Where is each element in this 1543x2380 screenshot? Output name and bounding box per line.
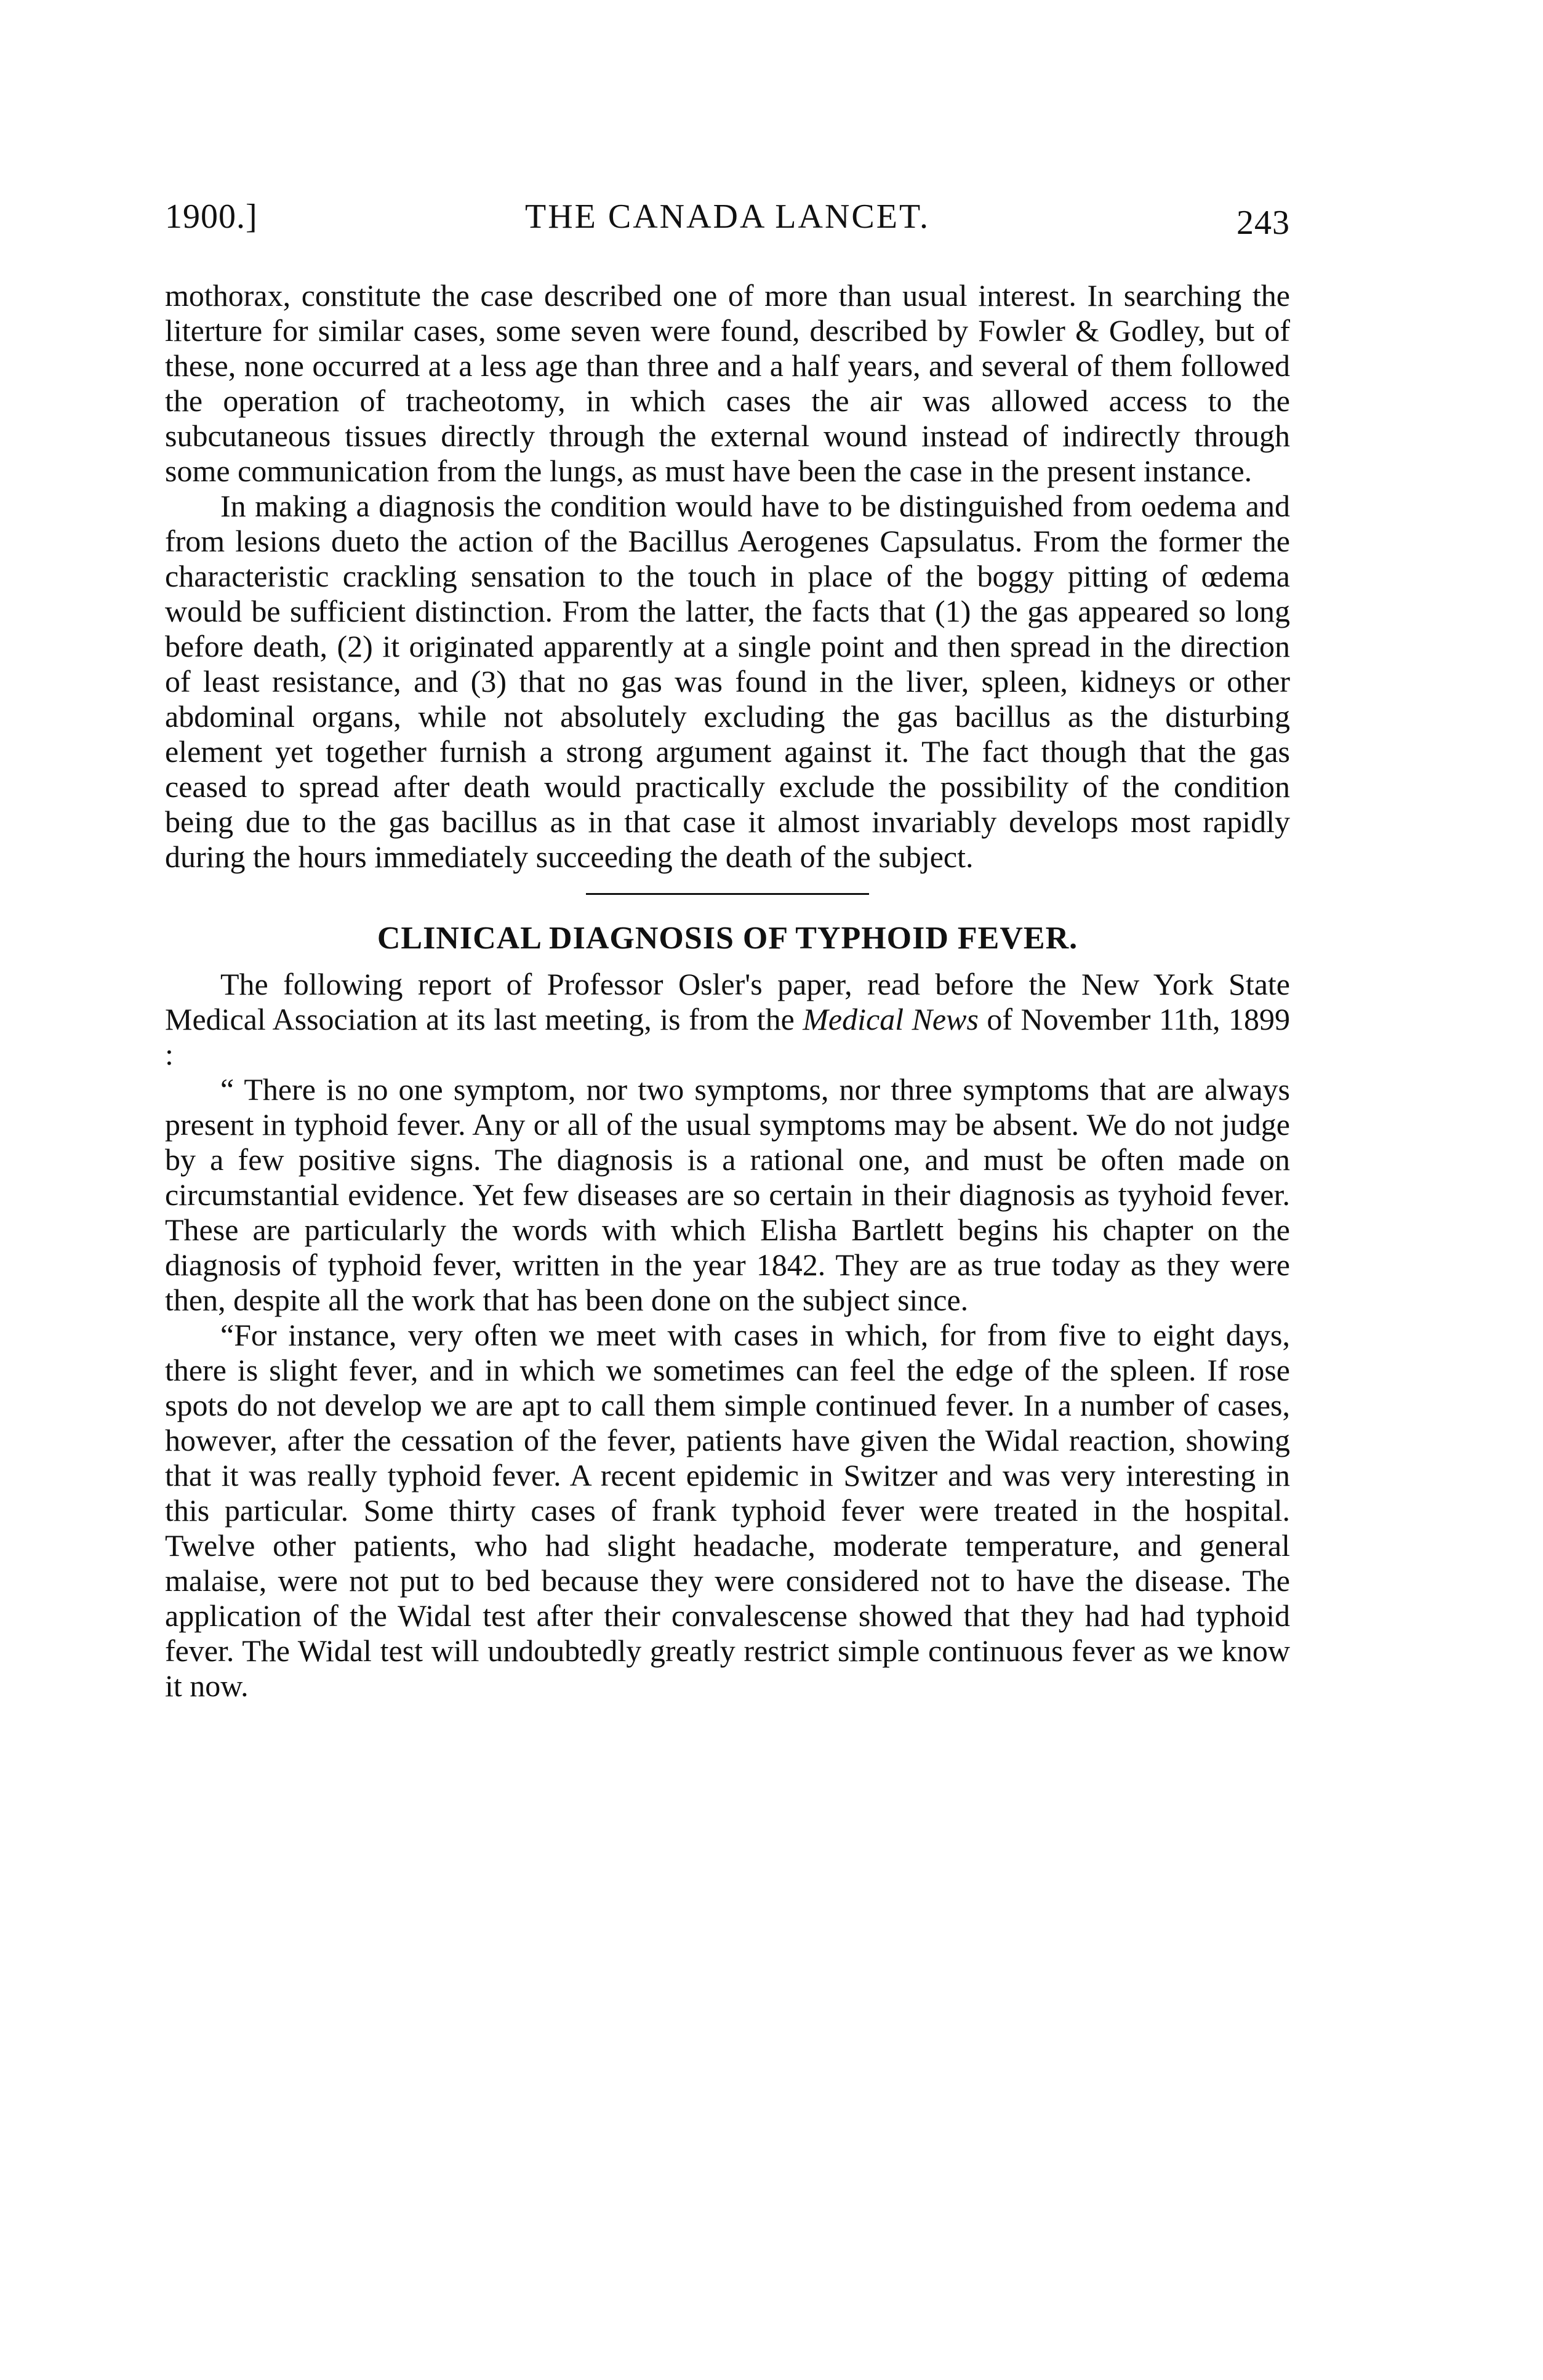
article-body bbox=[165, 278, 1290, 1704]
paragraph-continued: mothorax, constitute the case described one of more than usual interest. In searching the literture for similar cases, some seven were found, described by Fowler & Godley, but of these, none occurred at a less age than three and a half years, and several of them followed the operation of tracheotomy, in which cases the air was allowed access to the subcutaneous tissues directly through the external wound instead of indirectly through some communication from the lungs, as must have been the case in the present instance. bbox=[165, 278, 1290, 488]
section-divider bbox=[586, 893, 869, 895]
quote-paragraph-2: “For instance, very often we meet with cases in which, for from five to eight days, there is slight fever, and in which we sometimes can feel the edge of the spleen. If rose spots do not develop we are apt to call them simple continued fever. In a number of cases, however, after the cessation of the fever, patients have given the Widal reaction, showing that it was really typhoid fever. A recent epidemic in Switzer and was very interesting in this particular. Some thirty cases of frank typhoid fever were treated in the hospital. Twelve other patients, who had slight headache, moderate temperature, and general malaise, were not put to bed because they were considered not to have the disease. The application of the Widal test after their convalescense showed that they had had typhoid fever. The Widal test will undoubtedly greatly restrict simple continuous fever as we know it now. bbox=[165, 1318, 1290, 1703]
quote-paragraph-1: “ There is no one symptom, nor two symptoms, nor three symptoms that are always present in typhoid fever. Any or all of the usual symptoms may be absent. We do not judge by a few positive signs. The diagnosis is a rational one, and must be often made on circumstantial evidence. Yet few diseases are so certain in their diagnosis as tyyhoid fever. These are particularly the words with which Elisha Bartlett begins his chapter on the diagnosis of typhoid fever, written in the year 1842. They are as true today as they were then, despite all the work that has been done on the subject since. bbox=[165, 1072, 1290, 1317]
paragraph-diagnosis: In making a diagnosis the condition would have to be distinguished from oedema and from lesions dueto the action of the Bacillus Aerogenes Capsulatus. From the former the characteristic crackling sensation to the touch in place of the boggy pitting of œdema would be sufficient distinction. From the latter, the facts that (1) the gas appeared so long before death, (2) it originated apparently at a single point and then spread in the direction of least resistance, and (3) that no gas was found in the liver, spleen, kidneys or other abdominal organs, while not absolutely excluding the gas bacillus as the disturbing element yet together furnish a strong argument against it. The fact though that the gas ceased to spread after death would practically exclude the possibility of the condition being due to the gas bacillus as in that case it almost invariably develops most rapidly during the hours immediately succeeding the death of the subject. bbox=[165, 489, 1290, 874]
header-year: 1900.] bbox=[165, 198, 258, 236]
page-number: 243 bbox=[1236, 204, 1290, 242]
journal-title: THE CANADA LANCET. bbox=[524, 198, 931, 236]
intro-text-before: The following report of Professor Osler's paper, read before the New York State Medical Association at its last meeting, is from the bbox=[165, 967, 1290, 1036]
journal-page bbox=[165, 185, 1290, 1704]
running-head bbox=[165, 185, 1290, 242]
intro-journal-name: Medical News bbox=[803, 1002, 979, 1036]
section-intro bbox=[165, 967, 1290, 1072]
section-body bbox=[165, 967, 1290, 1704]
intro-text-after: of November 11th, 1899 : bbox=[165, 1002, 1291, 1072]
section-heading: CLINICAL DIAGNOSIS OF TYPHOID FEVER. bbox=[377, 921, 1078, 956]
